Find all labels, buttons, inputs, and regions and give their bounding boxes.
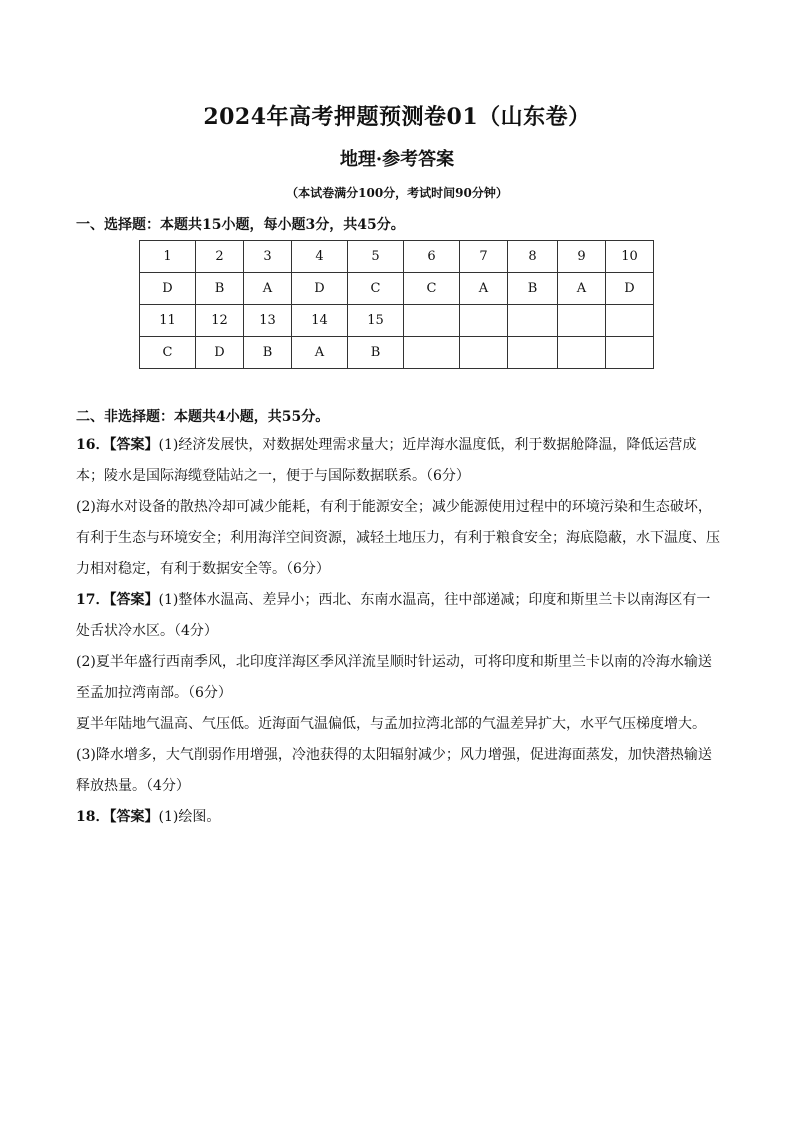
- table-cell: 13: [244, 305, 292, 337]
- table-cell: [460, 305, 508, 337]
- answer-text: (1)经济发展快，对数据处理需求量大；近岸海水温度低，利于数据舱降温，降低运营成本；陵水是国际海缆登陆站之一，便于与国际数据联系。（6分）: [76, 437, 697, 484]
- table-cell: A: [244, 273, 292, 305]
- section1-heading: 一、选择题：本题共15小题，每小题3分，共45分。: [76, 217, 405, 233]
- table-cell: 12: [196, 305, 244, 337]
- answer-text: (1)绘图。: [158, 809, 221, 825]
- table-row: [140, 273, 654, 305]
- table-cell: 14: [292, 305, 348, 337]
- q17-answer-2: (2)夏半年盛行西南季风，北印度洋海区季风洋流呈顺时针运动，可将印度和斯里兰卡以南的冷海水输送至孟加拉湾南部。（6分）: [76, 654, 712, 701]
- answer-text: (1)整体水温高、差异小；西北、东南水温高，往中部递减；印度和斯里兰卡以南海区有一处舌状冷水区。（4分）: [76, 592, 711, 639]
- table-row: [140, 241, 654, 273]
- table-cell: 8: [508, 241, 558, 273]
- table-cell: [606, 337, 654, 369]
- table-cell: [460, 337, 508, 369]
- table-cell: [508, 305, 558, 337]
- answer-tag: 【答案】: [109, 592, 159, 608]
- table-cell: [404, 337, 460, 369]
- table-cell: 3: [244, 241, 292, 273]
- table-cell: C: [140, 337, 196, 369]
- q18-answer-1: [76, 802, 724, 833]
- table-cell: B: [244, 337, 292, 369]
- table-row: [140, 305, 654, 337]
- table-cell: A: [558, 273, 606, 305]
- table-cell: B: [348, 337, 404, 369]
- q16-answer-2: (2)海水对设备的散热冷却可减少能耗，有利于能源安全；减少能源使用过程中的环境污染和生态破坏，有利于生态与环境安全；利用海洋空间资源，减轻土地压力，有利于粮食安全；海底隐蔽，水下温度、压力相对稳定，有利于数据安全等。（6分）: [76, 499, 720, 577]
- answer-tag: 【答案】: [109, 809, 159, 825]
- table-cell: C: [348, 273, 404, 305]
- table-cell: 9: [558, 241, 606, 273]
- table-cell: 4: [292, 241, 348, 273]
- page-subtitle: 地理·参考答案: [339, 149, 455, 170]
- question-number: 17．: [76, 592, 110, 608]
- table-cell: 7: [460, 241, 508, 273]
- table-cell: B: [196, 273, 244, 305]
- section2-heading: 二、非选择题：本题共4小题，共55分。: [76, 409, 330, 425]
- table-cell: 15: [348, 305, 404, 337]
- q17-answer-4: (3)降水增多，大气削弱作用增强，冷池获得的太阳辐射减少；风力增强，促进海面蒸发，加快潜热输送释放热量。（4分）: [76, 747, 712, 794]
- table-cell: D: [140, 273, 196, 305]
- exam-note: （本试卷满分100分，考试时间90分钟）: [286, 186, 508, 200]
- table-cell: [606, 305, 654, 337]
- table-row: [140, 337, 654, 369]
- table-cell: 2: [196, 241, 244, 273]
- page-title: 2024年高考押题预测卷01（山东卷）: [203, 104, 591, 130]
- table-cell: [558, 305, 606, 337]
- answers-body: [76, 430, 724, 833]
- answer-tag: 【答案】: [109, 437, 159, 453]
- answer-table: [139, 240, 654, 369]
- q17-answer-1: [76, 585, 724, 647]
- table-cell: D: [292, 273, 348, 305]
- table-cell: A: [292, 337, 348, 369]
- table-cell: B: [508, 273, 558, 305]
- table-cell: 1: [140, 241, 196, 273]
- question-number: 16．: [76, 437, 110, 453]
- question-number: 18．: [76, 809, 110, 825]
- table-cell: 6: [404, 241, 460, 273]
- table-cell: 10: [606, 241, 654, 273]
- q16-answer-1: [76, 430, 724, 492]
- table-cell: [558, 337, 606, 369]
- table-cell: [508, 337, 558, 369]
- table-cell: D: [606, 273, 654, 305]
- q17-answer-3: 夏半年陆地气温高、气压低。近海面气温偏低，与孟加拉湾北部的气温差异扩大，水平气压梯度增大。: [76, 716, 706, 732]
- table-cell: 5: [348, 241, 404, 273]
- table-cell: A: [460, 273, 508, 305]
- table-cell: [404, 305, 460, 337]
- table-cell: D: [196, 337, 244, 369]
- table-cell: C: [404, 273, 460, 305]
- table-cell: 11: [140, 305, 196, 337]
